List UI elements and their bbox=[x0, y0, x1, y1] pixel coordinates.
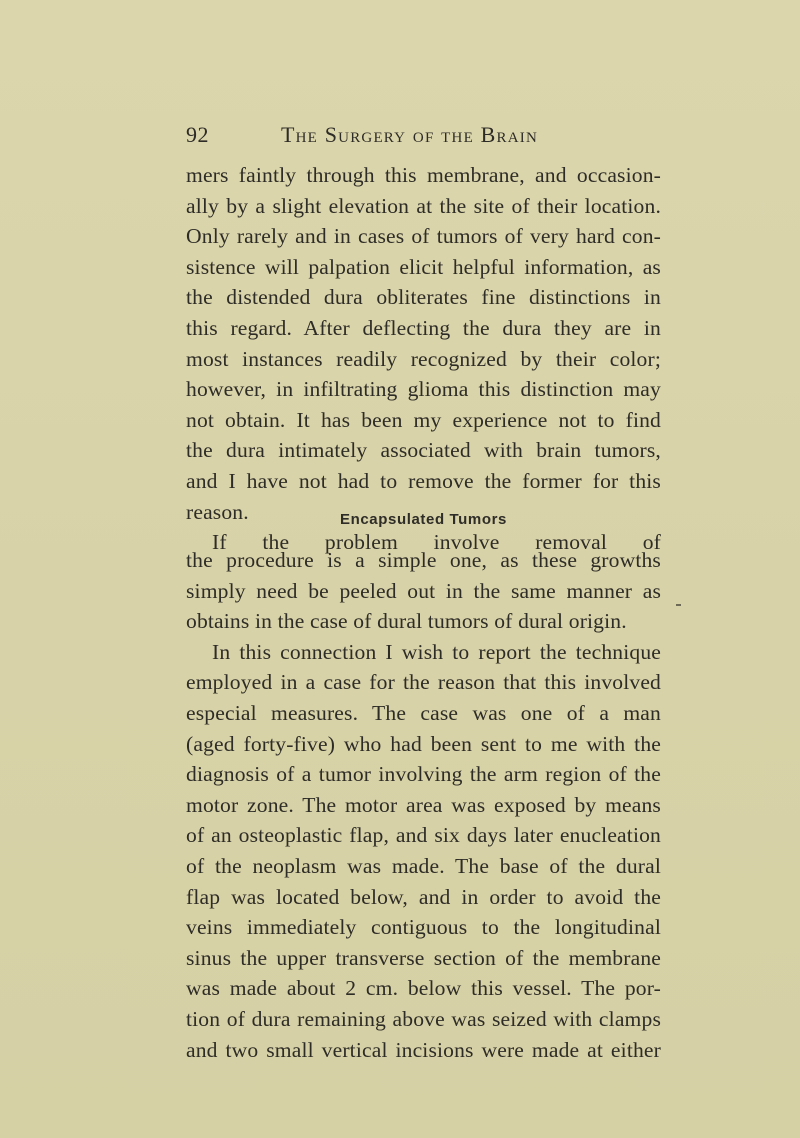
text-line: was made about 2 cm. below this vessel. The por- bbox=[186, 976, 661, 1001]
page-header bbox=[186, 122, 656, 152]
text-line: and I have not had to remove the former for this bbox=[186, 468, 661, 493]
text-line: Only rarely and in cases of tumors of very hard con- bbox=[186, 224, 661, 249]
text-line: tion of dura remaining above was seized with clamps bbox=[186, 1006, 661, 1031]
text-line: not obtain. It has been my experience not to find bbox=[186, 407, 661, 432]
running-title: The Surgery of the Brain bbox=[281, 122, 538, 147]
text-line: diagnosis of a tumor involving the arm region of the bbox=[186, 762, 661, 787]
text-line: this regard. After deflecting the dura they are in bbox=[186, 315, 661, 340]
text-line: motor zone. The motor area was exposed by means bbox=[186, 792, 661, 817]
page-number: 92 bbox=[186, 122, 209, 147]
body-text-bottom bbox=[186, 545, 661, 1065]
text-line: sinus the upper transverse section of the membrane bbox=[186, 945, 661, 970]
text-line: the procedure is a simple one, as these growths bbox=[186, 548, 661, 572]
text-line: simply need be peeled out in the same manner as bbox=[186, 578, 661, 603]
text-line: the distended dura obliterates fine distinctions in bbox=[186, 285, 661, 310]
text-line: of the neoplasm was made. The base of the dural bbox=[186, 853, 661, 878]
text-line: most instances readily recognized by their color; bbox=[186, 346, 661, 371]
text-line: reason. bbox=[186, 499, 249, 524]
text-line: and two small vertical incisions were made at either bbox=[186, 1037, 661, 1062]
text-line: (aged forty-five) who had been sent to me with the bbox=[186, 731, 661, 756]
text-line: however, in infiltrating glioma this distinction may bbox=[186, 377, 661, 402]
text-line: obtains in the case of dural tumors of dural origin. bbox=[186, 609, 627, 634]
text-line: employed in a case for the reason that this involved bbox=[186, 670, 661, 695]
body-text-top bbox=[186, 160, 661, 558]
text-line: the dura intimately associated with brain tumors, bbox=[186, 438, 661, 463]
text-line: sistence will palpation elicit helpful information, as bbox=[186, 254, 661, 279]
text-line: mers faintly through this membrane, and occasion- bbox=[186, 163, 661, 187]
text-line: veins immediately contiguous to the longitudinal bbox=[186, 915, 661, 940]
text-line: especial measures. The case was one of a man bbox=[186, 700, 661, 725]
text-line: In this connection I wish to report the technique bbox=[212, 639, 661, 664]
text-line: ally by a slight elevation at the site of their location. bbox=[186, 193, 661, 218]
text-line: of an osteoplastic flap, and six days later enucleation bbox=[186, 823, 661, 848]
section-heading: Encapsulated Tumors bbox=[340, 511, 507, 528]
print-speck bbox=[676, 604, 681, 606]
text-line: flap was located below, and in order to avoid the bbox=[186, 884, 661, 909]
text-line: If the problem involve removal of bbox=[212, 530, 661, 555]
